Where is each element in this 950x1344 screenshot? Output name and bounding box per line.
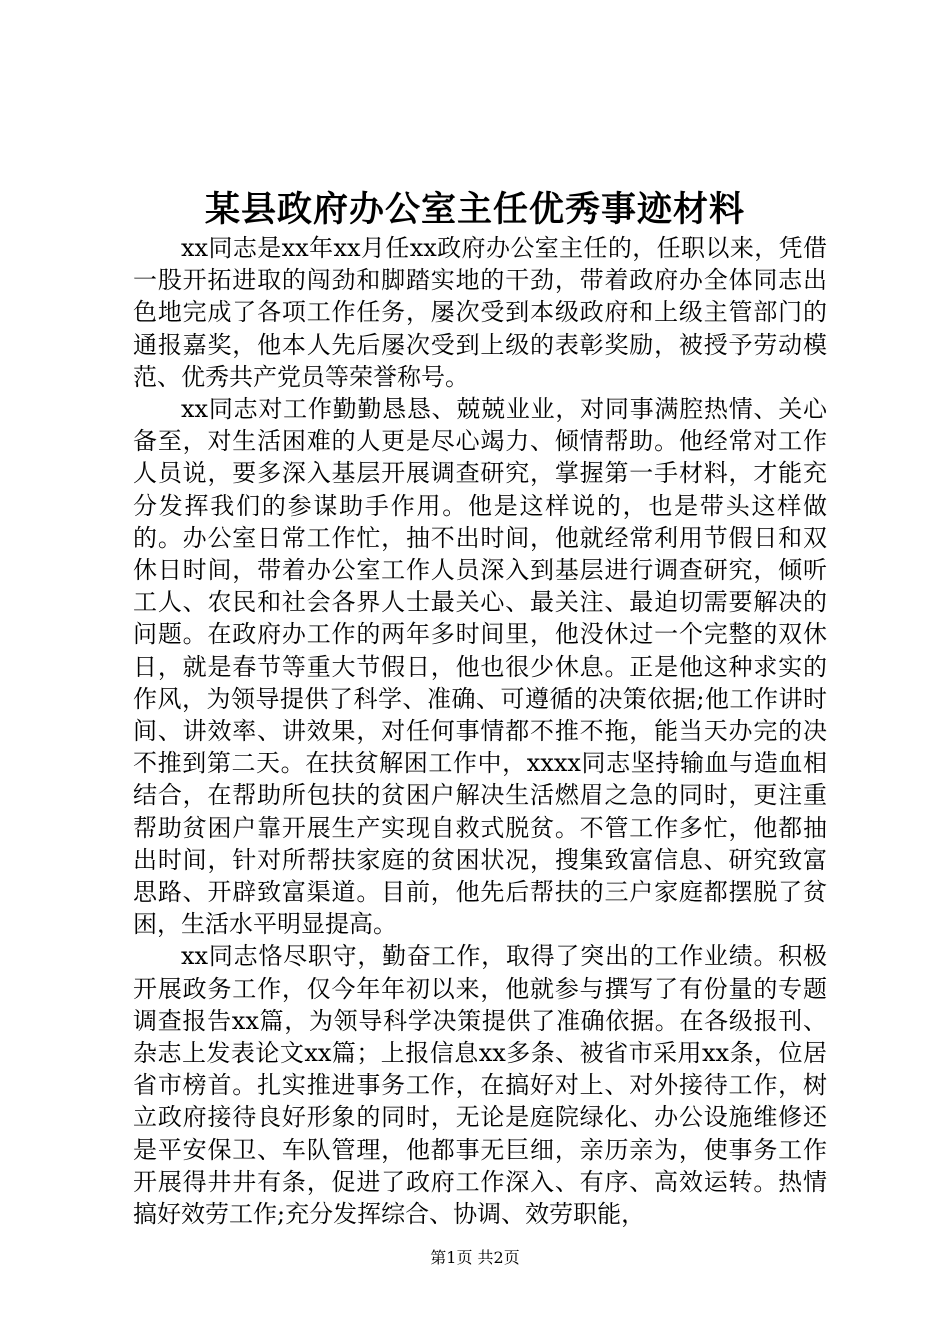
document-body — [133, 232, 827, 1230]
paragraph-3: xx同志恪尽职守，勤奋工作，取得了突出的工作业绩。积极开展政务工作，仅今年年初以来，他就参与撰写了有份量的专题调查报告xx篇，为领导科学决策提供了准确依据。在各级报刊、杂志上发表论文xx篇；上报信息xx多条、被省市采用xx条，位居省市榜首。扎实推进事务工作，在搞好对上、对外接待工作，树立政府接待良好形象的同时，无论是庭院绿化、办公设施维修还是平安保卫、车队管理，他都事无巨细，亲历亲为，使事务工作开展得井井有条，促进了政府工作深入、有序、高效运转。热情搞好效劳工作;充分发挥综合、协调、效劳职能， — [133, 942, 827, 1229]
paragraph-2: xx同志对工作勤勤恳恳、兢兢业业，对同事满腔热情、关心备至，对生活困难的人更是尽心竭力、倾情帮助。他经常对工作人员说，要多深入基层开展调查研究，掌握第一手材料，才能充分发挥我们的参谋助手作用。他是这样说的，也是带头这样做的。办公室日常工作忙，抽不出时间，他就经常利用节假日和双休日时间，带着办公室工作人员深入到基层进行调查研究，倾听工人、农民和社会各界人士最关心、最关注、最迫切需要解决的问题。在政府办工作的两年多时间里，他没休过一个完整的双休日，就是春节等重大节假日，他也很少休息。正是他这种求实的作风，为领导提供了科学、准确、可遵循的决策依据;他工作讲时间、讲效率、讲效果，对任何事情都不推不拖，能当天办完的决不推到第二天。在扶贫解困工作中，xxxx同志坚持输血与造血相结合，在帮助所包扶的贫困户解决生活燃眉之急的同时，更注重帮助贫困户靠开展生产实现自救式脱贫。不管工作多忙，他都抽出时间，针对所帮扶家庭的贫困状况，搜集致富信息、研究致富思路、开辟致富渠道。目前，他先后帮扶的三户家庭都摆脱了贫困，生活水平明显提高。 — [133, 395, 827, 939]
document-title: 某县政府办公室主任优秀事迹材料 — [204, 189, 745, 230]
page-number-footer: 第1页 共2页 — [430, 1248, 520, 1267]
paragraph-1: xx同志是xx年xx月任xx政府办公室主任的，任职以来，凭借一股开拓进取的闯劲和脚踏实地的干劲，带着政府办全体同志出色地完成了各项工作任务，屡次受到本级政府和上级主管部门的通报嘉奖，他本人先后屡次受到上级的表彰奖励，被授予劳动模范、优秀共产党员等荣誉称号。 — [133, 234, 827, 391]
